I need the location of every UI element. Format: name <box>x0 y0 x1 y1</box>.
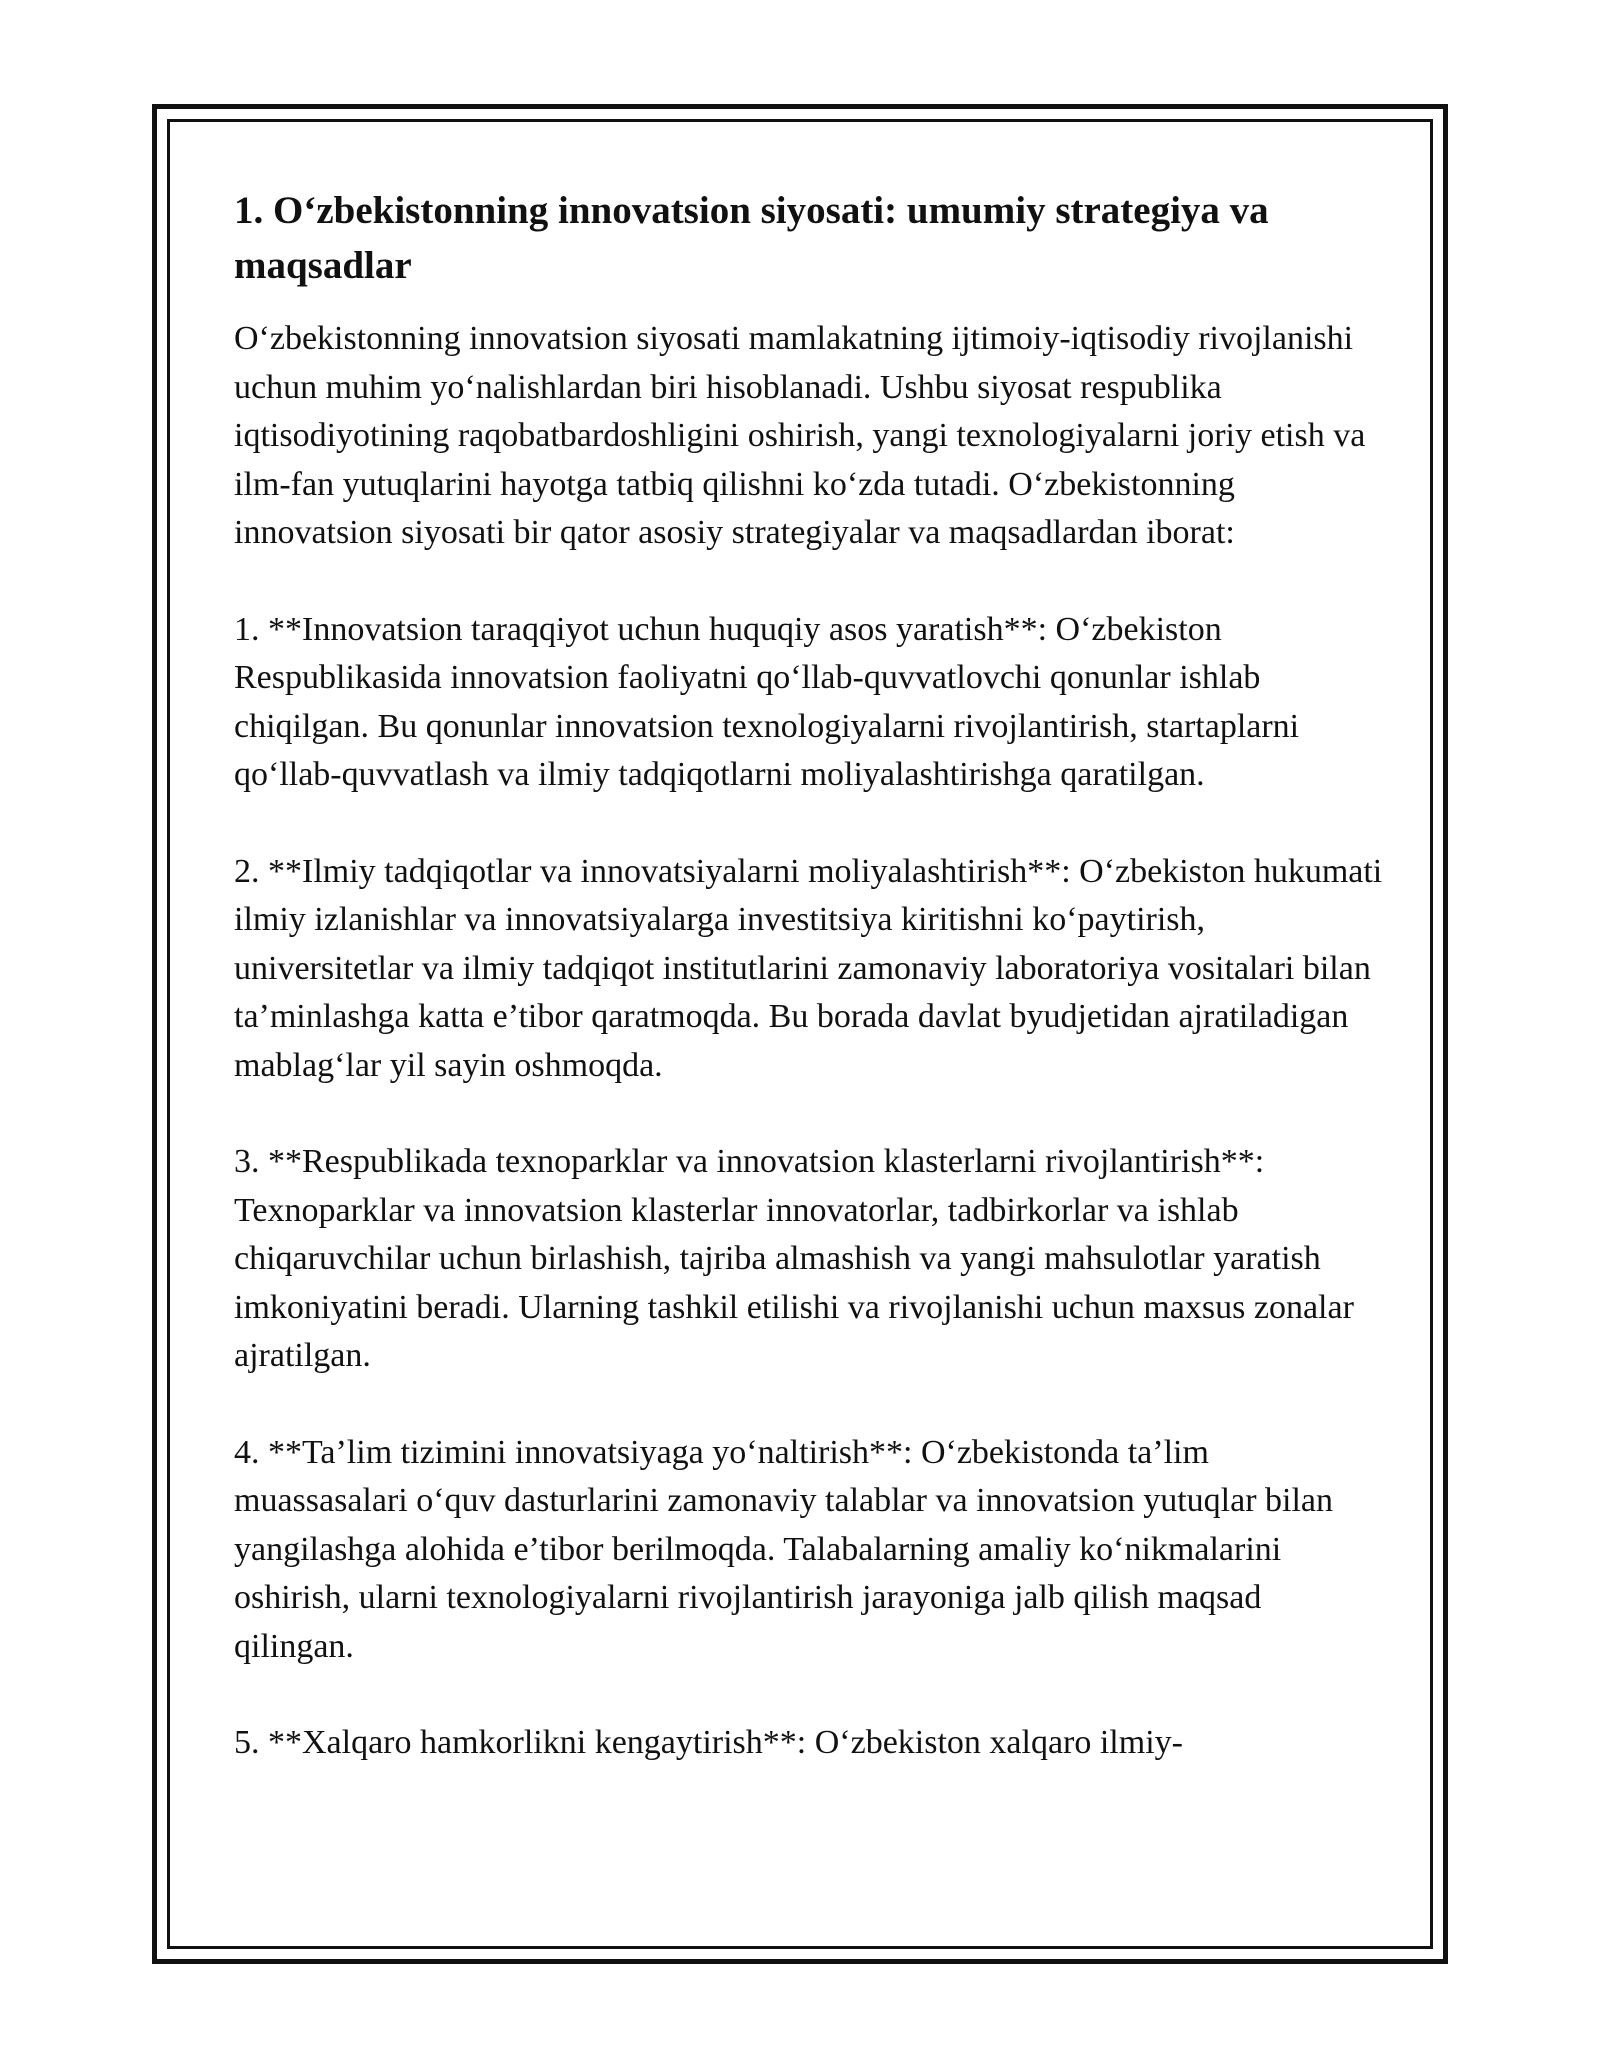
list-item-3: 3. **Respublikada texnoparklar va innovatsion klasterlarni rivojlantirish**: Texnoparklar va innovatsion klasterlar innovatorlar, tadbirkorlar va ishlab chiqaruvchilar uchun birlashish, tajriba almashish va yangi mahsulotlar yaratish imkoniyatini beradi. Ularning tashkil etilishi va rivojlanishi uchun maxsus zonalar ajratilgan. <box>234 1143 1354 1374</box>
section-heading: 1. O‘zbekistonning innovatsion siyosati: umumiy strategiya va maqsadlar <box>234 189 1269 287</box>
list-item-1: 1. **Innovatsion taraqqiyot uchun huquqiy asos yaratish**: O‘zbekiston Respublikasida innovatsion faoliyatni qo‘llab-quvvatlovchi qonunlar ishlab chiqilgan. Bu qonunlar innovatsion texnologiyalarni rivojlantirish, startaplarni qo‘llab-quvvatlash va ilmiy tadqiqotlarni moliyalashtirishga qaratilgan. <box>234 610 1300 793</box>
list-item-5: 5. **Xalqaro hamkorlikni kengaytirish**: O‘zbekiston xalqaro ilmiy- <box>234 1724 1183 1761</box>
list-item-4: 4. **Ta’lim tizimini innovatsiyaga yo‘naltirish**: O‘zbekistonda ta’lim muassasalari o‘quv dasturlarini zamonaviy talablar va innovatsion yutuqlar bilan yangilashga alohida e’tibor berilmoqda. Talabalarning amaliy ko‘nikmalarini oshirish, ularni texnologiyalarni rivojlantirish jarayoniga jalb qilish maqsad qilingan. <box>234 1433 1334 1665</box>
intro-paragraph: O‘zbekistonning innovatsion siyosati mamlakatning ijtimoiy-iqtisodiy rivojlanishi uchun muhim yo‘nalishlardan biri hisoblanadi. Ushbu siyosat respublika iqtisodiyotining raqobatbardoshligini oshirish, yangi texnologiyalarni joriy etish va ilm-fan yutuqlarini hayotga tatbiq qilishni ko‘zda tutadi. O‘zbekistonning innovatsion siyosati bir qator asosiy strategiyalar va maqsadlardan iborat: <box>234 320 1366 551</box>
list-item-2: 2. **Ilmiy tadqiqotlar va innovatsiyalarni moliyalashtirish**: O‘zbekiston hukumati ilmiy izlanishlar va innovatsiyalarga investitsiya kiritishni ko‘paytirish, universitetlar va ilmiy tadqiqot institutlarini zamonaviy laboratoriya vositalari bilan ta’minlashga katta e’tibor qaratmoqda. Bu borada davlat byudjetidan ajratiladigan mablag‘lar yil sayin oshmoqda. <box>234 852 1383 1084</box>
document-body <box>234 183 1384 1768</box>
